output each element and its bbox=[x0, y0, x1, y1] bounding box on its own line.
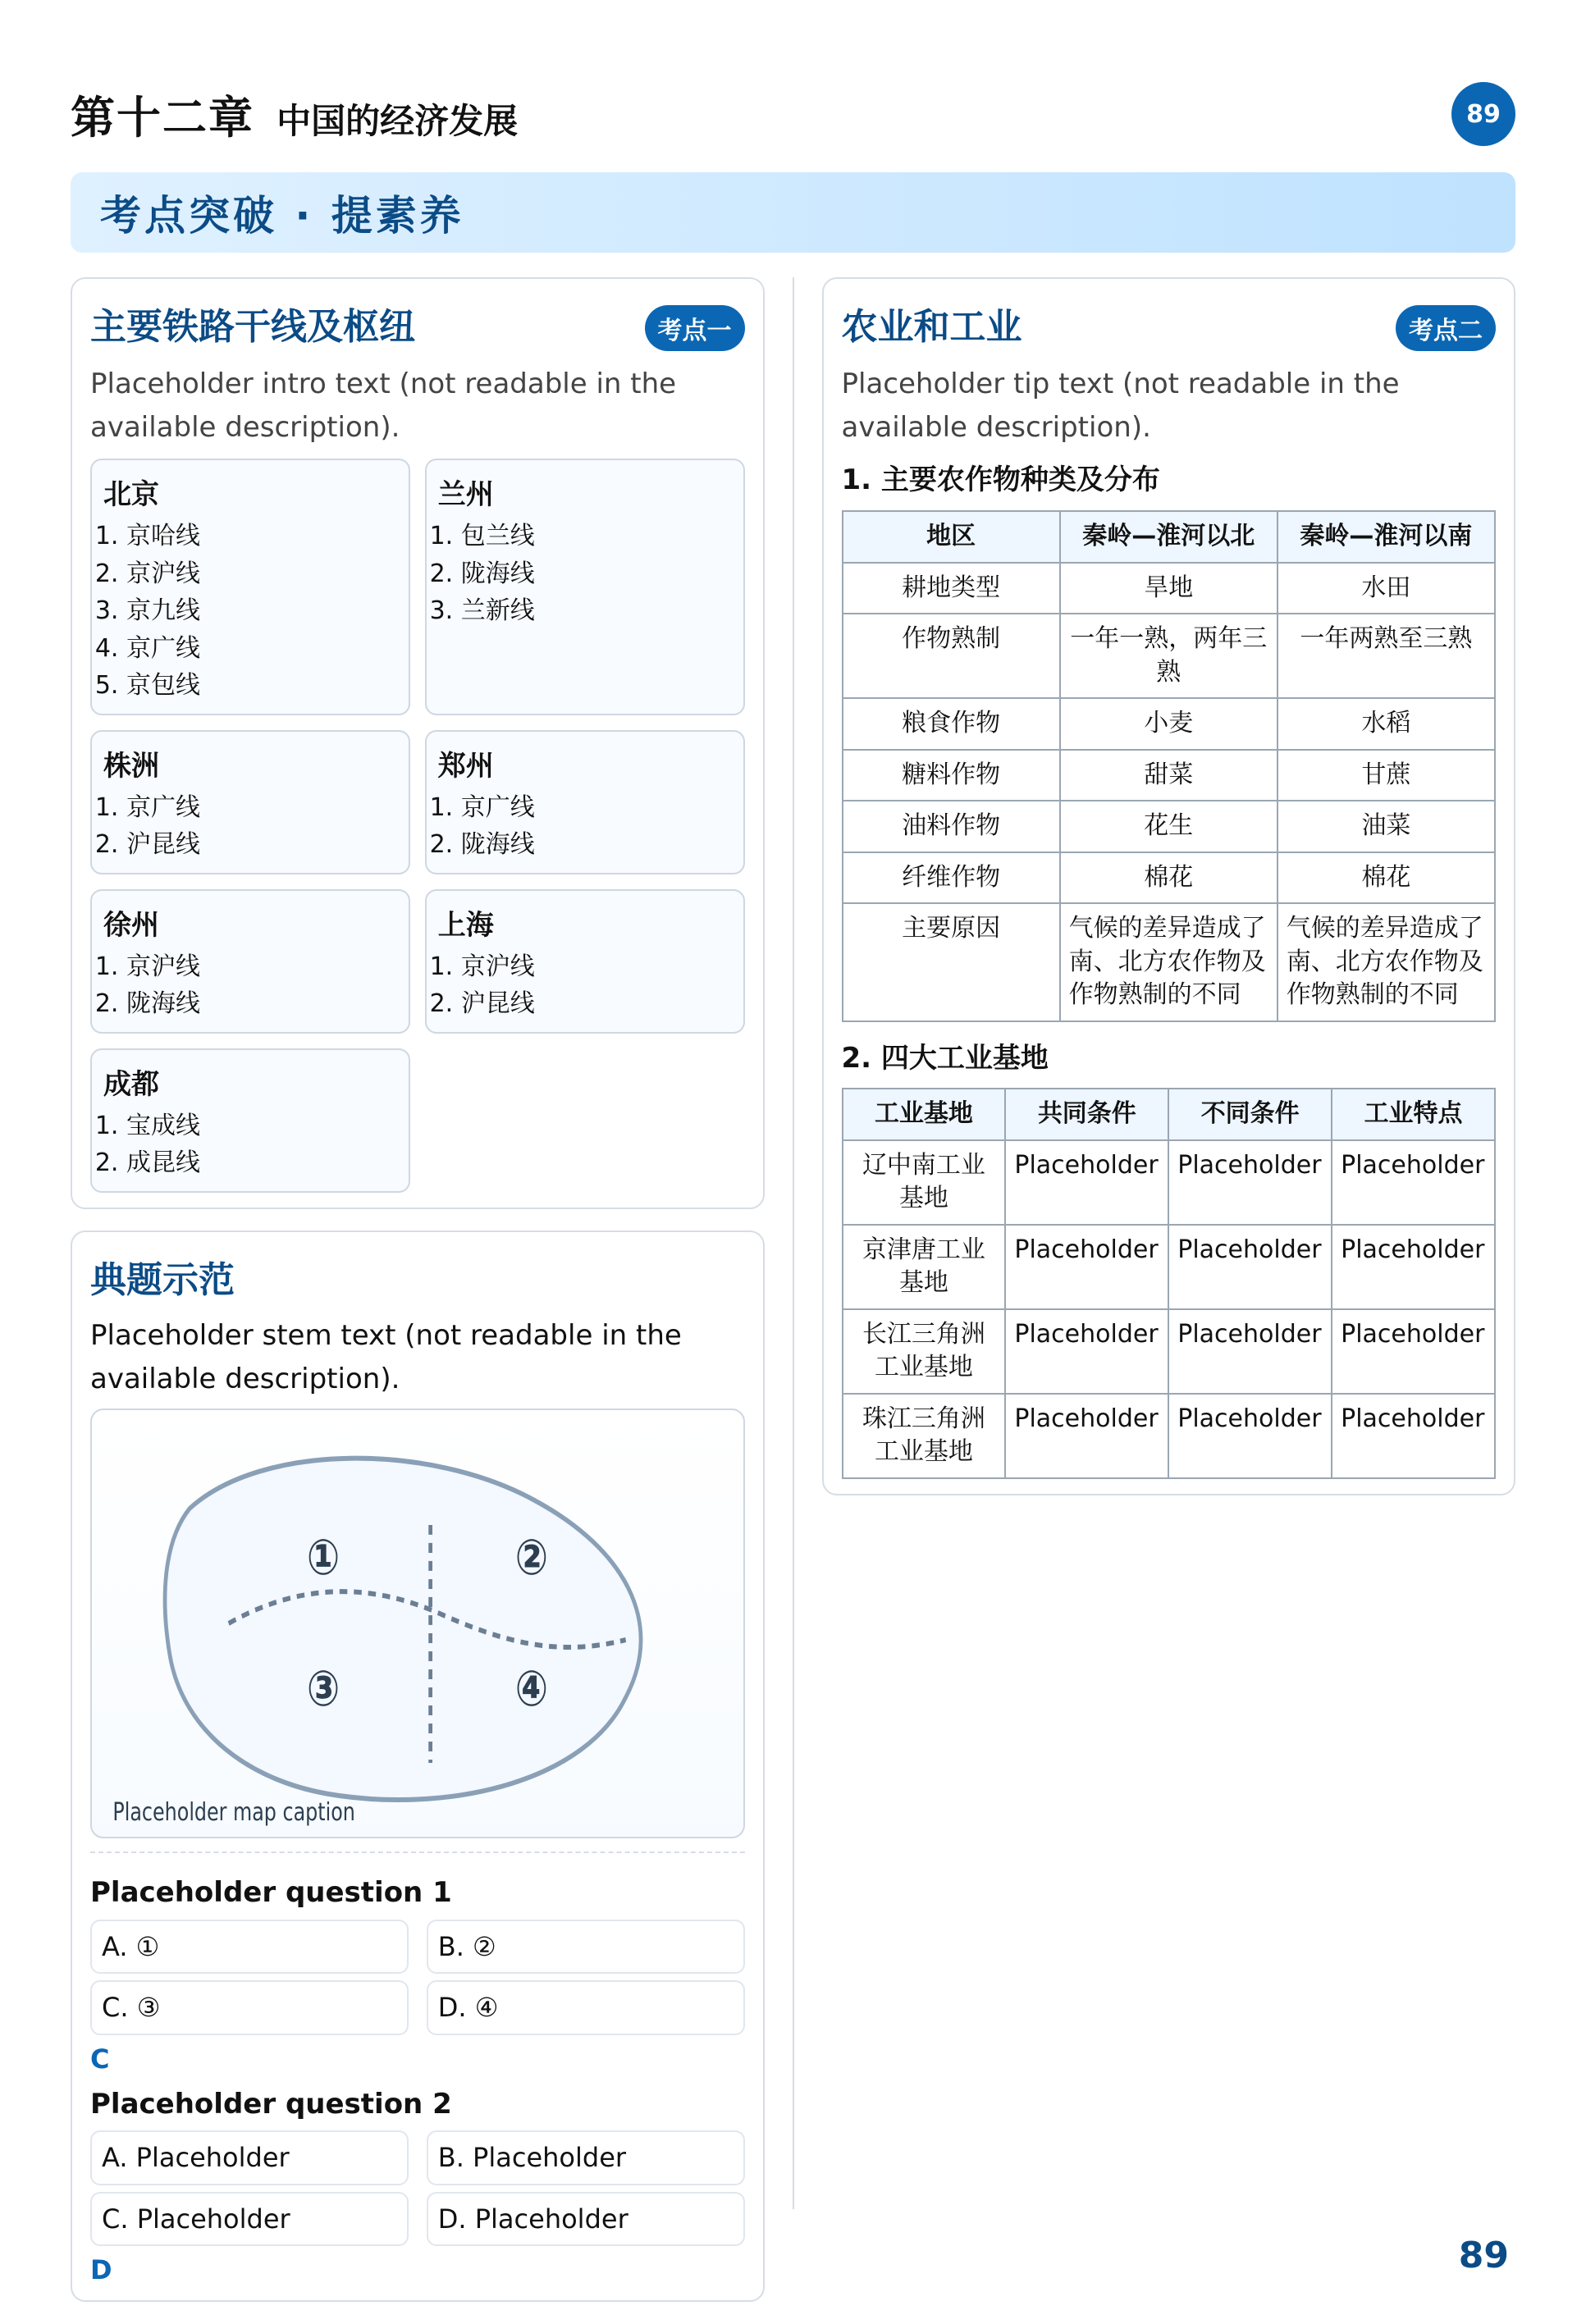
agri-industry-title: 农业和工业 bbox=[841, 306, 1022, 348]
map-caption: Placeholder map caption bbox=[112, 1798, 355, 1828]
table-cell: Placeholder bbox=[1005, 1309, 1168, 1394]
table-cell: 花生 bbox=[1060, 801, 1277, 852]
table-cell: 甘蔗 bbox=[1277, 750, 1495, 801]
table-cell: 水田 bbox=[1277, 563, 1495, 614]
option: B. Placeholder bbox=[427, 2130, 745, 2185]
table-row bbox=[843, 563, 1496, 614]
hub-line: 2. 京沪线 bbox=[126, 556, 397, 592]
table-header: 工业基地 bbox=[843, 1089, 1006, 1140]
table-row bbox=[843, 698, 1496, 750]
hub-line: 1. 京沪线 bbox=[126, 949, 397, 985]
region-label-3: ③ bbox=[306, 1660, 341, 1718]
hub-line: 3. 兰新线 bbox=[461, 593, 732, 629]
table-row bbox=[843, 801, 1496, 852]
table-cell: 油菜 bbox=[1277, 801, 1495, 852]
table-cell: 小麦 bbox=[1060, 698, 1277, 750]
table-cell: Placeholder bbox=[1332, 1225, 1495, 1309]
question-2: Placeholder question 2 bbox=[90, 2087, 452, 2121]
hub-line: 1. 包兰线 bbox=[461, 518, 732, 555]
table-cell: Placeholder bbox=[1005, 1140, 1168, 1225]
page-number: 89 bbox=[1458, 2235, 1509, 2276]
table-cell: 一年两熟至三熟 bbox=[1277, 614, 1495, 698]
hub-name: 郑州 bbox=[437, 749, 494, 783]
table-cell: 辽中南工业基地 bbox=[843, 1140, 1006, 1225]
table-cell: 一年一熟，两年三熟 bbox=[1060, 614, 1277, 698]
top-header bbox=[71, 69, 1515, 159]
option: A. ① bbox=[90, 1920, 409, 1974]
example-section bbox=[71, 1230, 765, 2302]
industry-table-title: 2. 四大工业基地 bbox=[841, 1041, 1049, 1075]
page-badge: 89 bbox=[1451, 82, 1515, 146]
example-questions bbox=[90, 1851, 745, 2285]
header-right bbox=[1451, 82, 1515, 146]
hub-line: 1. 京哈线 bbox=[126, 518, 397, 555]
table-cell: 纤维作物 bbox=[843, 852, 1060, 904]
answer-2: D bbox=[90, 2254, 112, 2286]
hub-line: 1. 京沪线 bbox=[461, 949, 732, 985]
hub-line: 2. 陇海线 bbox=[461, 827, 732, 863]
hub-card bbox=[425, 730, 745, 874]
table-cell: 甜菜 bbox=[1060, 750, 1277, 801]
agri-industry-tag: 考点二 bbox=[1396, 305, 1496, 351]
region-label-1: ① bbox=[306, 1528, 341, 1587]
agri-industry-head bbox=[842, 297, 1497, 351]
table-row bbox=[843, 1140, 1496, 1225]
hub-line-list bbox=[438, 790, 732, 863]
table-row bbox=[843, 903, 1496, 1021]
table-cell: 棉花 bbox=[1277, 852, 1495, 904]
hub-name: 株洲 bbox=[103, 749, 159, 783]
example-stem: Placeholder stem text (not readable in the available description). bbox=[90, 1318, 682, 1395]
table-cell: Placeholder bbox=[1332, 1140, 1495, 1225]
banner-title: 考点突破 · 提素养 bbox=[100, 192, 464, 240]
table-cell: 主要原因 bbox=[843, 903, 1060, 1021]
chapter-block bbox=[71, 83, 518, 146]
region-label-4: ④ bbox=[514, 1660, 549, 1718]
question-1: Placeholder question 1 bbox=[90, 1876, 452, 1910]
railway-hubs-grid bbox=[90, 459, 745, 1193]
chapter-label: 第十二章 bbox=[71, 91, 254, 144]
hub-name: 成都 bbox=[103, 1067, 159, 1101]
hub-line: 1. 京广线 bbox=[461, 790, 732, 826]
hub-line-list bbox=[103, 949, 397, 1022]
table-cell: Placeholder bbox=[1168, 1394, 1332, 1478]
table-cell: Placeholder bbox=[1168, 1140, 1332, 1225]
right-column bbox=[822, 277, 1516, 2209]
hub-line: 1. 京广线 bbox=[126, 790, 397, 826]
hub-line-list bbox=[438, 518, 732, 629]
hub-line: 2. 成昆线 bbox=[126, 1145, 397, 1181]
hub-card bbox=[90, 889, 410, 1034]
left-column bbox=[71, 277, 765, 2286]
table-header: 不同条件 bbox=[1168, 1089, 1332, 1140]
hub-line: 5. 京包线 bbox=[126, 668, 397, 704]
agri-table bbox=[842, 510, 1497, 1022]
table-cell: 棉花 bbox=[1060, 852, 1277, 904]
option: C. ③ bbox=[90, 1980, 409, 2034]
hub-line: 1. 宝成线 bbox=[126, 1108, 397, 1144]
table-cell: 珠江三角洲工业基地 bbox=[843, 1394, 1006, 1478]
chapter-title: 中国的经济发展 bbox=[277, 100, 519, 141]
option: D. Placeholder bbox=[427, 2192, 745, 2246]
china-region-map-svg bbox=[92, 1410, 743, 1837]
option: A. Placeholder bbox=[90, 2130, 409, 2185]
table-row bbox=[843, 1394, 1496, 1478]
question-1-options bbox=[90, 1920, 745, 2035]
table-header: 秦岭—淮河以南 bbox=[1277, 511, 1495, 563]
railway-section-title: 主要铁路干线及枢纽 bbox=[90, 306, 415, 348]
example-title: 典题示范 bbox=[90, 1258, 235, 1301]
hub-line-list bbox=[103, 790, 397, 863]
agri-table-title: 1. 主要农作物种类及分布 bbox=[841, 463, 1160, 497]
table-cell: Placeholder bbox=[1168, 1309, 1332, 1394]
hub-line: 3. 京九线 bbox=[126, 593, 397, 629]
table-cell: 气候的差异造成了南、北方农作物及作物熟制的不同 bbox=[1277, 903, 1495, 1021]
table-cell: 油料作物 bbox=[843, 801, 1060, 852]
table-cell: 旱地 bbox=[1060, 563, 1277, 614]
question-2-options bbox=[90, 2130, 745, 2246]
railway-section-head bbox=[90, 297, 745, 351]
table-row bbox=[843, 1225, 1496, 1309]
example-head bbox=[90, 1250, 745, 1303]
table-row bbox=[843, 750, 1496, 801]
table-cell: 京津唐工业基地 bbox=[843, 1225, 1006, 1309]
option: D. ④ bbox=[427, 1980, 745, 2034]
table-row bbox=[843, 1309, 1496, 1394]
railway-section-tag: 考点一 bbox=[645, 305, 745, 351]
hub-card bbox=[425, 459, 745, 715]
table-row bbox=[843, 852, 1496, 904]
table-header: 工业特点 bbox=[1332, 1089, 1495, 1140]
region-label-2: ② bbox=[514, 1528, 549, 1587]
table-cell: Placeholder bbox=[1168, 1225, 1332, 1309]
railway-intro: Placeholder intro text (not readable in the available description). bbox=[90, 368, 677, 444]
section-banner bbox=[71, 172, 1515, 253]
table-cell: 长江三角洲工业基地 bbox=[843, 1309, 1006, 1394]
option: C. Placeholder bbox=[90, 2192, 409, 2246]
china-outline bbox=[165, 1459, 641, 1800]
china-region-map bbox=[90, 1409, 745, 1838]
table-cell: 气候的差异造成了南、北方农作物及作物熟制的不同 bbox=[1060, 903, 1277, 1021]
hub-line: 4. 京广线 bbox=[126, 631, 397, 667]
table-cell: 作物熟制 bbox=[843, 614, 1060, 698]
hub-name: 北京 bbox=[103, 478, 159, 512]
hub-line-list bbox=[103, 1108, 397, 1181]
table-cell: 水稻 bbox=[1277, 698, 1495, 750]
hub-name: 徐州 bbox=[103, 908, 159, 942]
hub-line: 2. 陇海线 bbox=[126, 986, 397, 1022]
hub-card bbox=[90, 730, 410, 874]
hub-line: 2. 沪昆线 bbox=[126, 827, 397, 863]
table-cell: 粮食作物 bbox=[843, 698, 1060, 750]
agri-industry-tip: Placeholder tip text (not readable in the available description). bbox=[841, 368, 1400, 444]
column-divider bbox=[793, 277, 794, 2209]
table-row bbox=[843, 614, 1496, 698]
agri-industry-section bbox=[822, 277, 1516, 1495]
hub-line: 2. 沪昆线 bbox=[461, 986, 732, 1022]
hub-card bbox=[425, 889, 745, 1034]
hub-name: 兰州 bbox=[437, 478, 494, 512]
hub-line-list bbox=[438, 949, 732, 1022]
hub-line-list bbox=[103, 518, 397, 704]
table-header: 秦岭—淮河以北 bbox=[1060, 511, 1277, 563]
answer-1: C bbox=[90, 2043, 110, 2075]
railway-section bbox=[71, 277, 765, 1209]
table-cell: 耕地类型 bbox=[843, 563, 1060, 614]
option: B. ② bbox=[427, 1920, 745, 1974]
hub-card bbox=[90, 459, 410, 715]
hub-line: 2. 陇海线 bbox=[461, 556, 732, 592]
industry-table bbox=[842, 1088, 1497, 1479]
table-cell: Placeholder bbox=[1005, 1394, 1168, 1478]
table-header: 地区 bbox=[843, 511, 1060, 563]
table-cell: Placeholder bbox=[1332, 1309, 1495, 1394]
table-cell: Placeholder bbox=[1005, 1225, 1168, 1309]
table-cell: Placeholder bbox=[1332, 1394, 1495, 1478]
hub-card bbox=[90, 1048, 410, 1193]
hub-name: 上海 bbox=[437, 908, 494, 942]
table-header: 共同条件 bbox=[1005, 1089, 1168, 1140]
table-cell: 糖料作物 bbox=[843, 750, 1060, 801]
